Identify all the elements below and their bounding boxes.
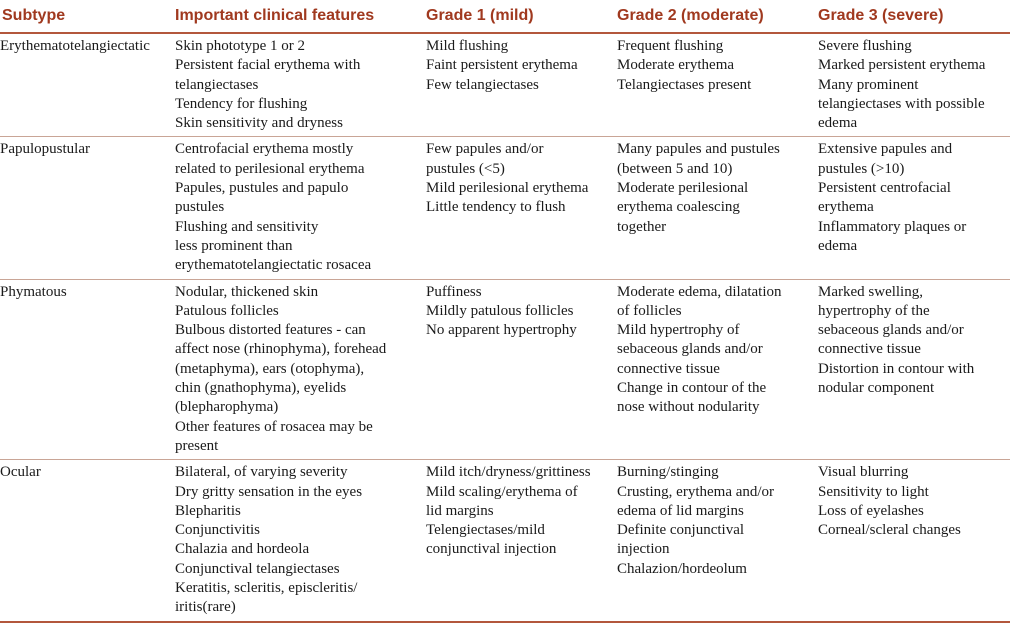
cell-line: Loss of eyelashes — [818, 502, 924, 519]
cell-line: Nodular, thickened skin — [175, 283, 319, 300]
cell-line: Visual blurring — [818, 464, 909, 481]
cell-line: Bilateral, of varying severity — [175, 464, 348, 481]
cell-line: Few papules and/or — [426, 141, 544, 158]
cell-subtype: Phymatous — [0, 279, 175, 460]
cell-grade-1 — [426, 279, 617, 460]
cell-line: Keratitis, scleritis, episcleritis/ — [175, 580, 358, 597]
header-clinical-features: Important clinical features — [175, 0, 426, 33]
cell-line: Puffiness — [426, 283, 482, 300]
cell-line: Inflammatory plaques or — [818, 218, 967, 235]
cell-line: telangiectases with possible — [818, 95, 985, 112]
cell-clinical-features — [175, 33, 426, 137]
table-row — [0, 279, 1010, 460]
cell-grade-3 — [818, 460, 1010, 622]
cell-line: Chalazion/hordeolum — [617, 560, 747, 577]
cell-subtype: Erythematotelangiectatic — [0, 33, 175, 137]
cell-line: pustules — [175, 199, 225, 216]
cell-line: edema of lid margins — [617, 502, 744, 519]
cell-clinical-features — [175, 279, 426, 460]
cell-line: of follicles — [617, 302, 682, 319]
cell-line: Telengiectases/mild — [426, 522, 545, 539]
cell-line: Many prominent — [818, 76, 919, 93]
cell-line: erythema — [818, 199, 874, 216]
cell-line: Little tendency to flush — [426, 199, 566, 216]
cell-line: less prominent than — [175, 237, 293, 254]
cell-line: Skin sensitivity and dryness — [175, 115, 343, 132]
cell-line: Mild flushing — [426, 38, 509, 54]
cell-line: sebaceous glands and/or — [818, 322, 964, 339]
cell-line: edema — [818, 237, 858, 254]
cell-line: (metaphyma), ears (otophyma), — [175, 360, 365, 377]
cell-line: Many papules and pustules — [617, 141, 780, 158]
cell-line: Flushing and sensitivity — [175, 218, 319, 235]
header-subtype: Subtype — [0, 0, 175, 33]
header-grade-3: Grade 3 (severe) — [818, 0, 1010, 33]
cell-line: Burning/stinging — [617, 464, 719, 481]
cell-line: Chalazia and hordeola — [175, 541, 310, 558]
cell-line: pustules (<5) — [426, 160, 505, 177]
cell-line: Skin phototype 1 or 2 — [175, 38, 305, 54]
cell-line: Mild scaling/erythema of — [426, 483, 578, 500]
cell-line: Frequent flushing — [617, 38, 724, 54]
cell-subtype: Ocular — [0, 460, 175, 622]
cell-line: erythematotelangiectatic rosacea — [175, 257, 372, 274]
cell-line: Blepharitis — [175, 502, 241, 519]
header-grade-1: Grade 1 (mild) — [426, 0, 617, 33]
cell-line: sebaceous glands and/or — [617, 341, 763, 358]
cell-grade-1 — [426, 460, 617, 622]
cell-line: related to perilesional erythema — [175, 160, 365, 177]
cell-line: Dry gritty sensation in the eyes — [175, 483, 363, 500]
cell-line: Marked persistent erythema — [818, 57, 986, 74]
cell-line: Other features of rosacea may be — [175, 418, 373, 435]
cell-line: No apparent hypertrophy — [426, 322, 577, 339]
cell-line: Moderate erythema — [617, 57, 735, 74]
cell-clinical-features — [175, 137, 426, 279]
cell-line: Persistent facial erythema with — [175, 57, 361, 74]
cell-line: hypertrophy of the — [818, 302, 930, 319]
cell-line: Marked swelling, — [818, 283, 923, 300]
cell-grade-3 — [818, 33, 1010, 137]
cell-line: Sensitivity to light — [818, 483, 929, 500]
cell-line: nose without nodularity — [617, 399, 760, 416]
cell-line: lid margins — [426, 502, 494, 519]
cell-grade-2 — [617, 279, 818, 460]
cell-line: chin (gnathophyma), eyelids — [175, 380, 347, 397]
cell-grade-2 — [617, 33, 818, 137]
cell-line: Distortion in contour with — [818, 360, 975, 377]
cell-line: telangiectases — [175, 76, 259, 93]
table-row — [0, 137, 1010, 279]
cell-clinical-features — [175, 460, 426, 622]
header-row — [0, 0, 1010, 33]
table-body — [0, 33, 1010, 622]
table-row — [0, 33, 1010, 137]
cell-line: Conjunctival telangiectases — [175, 560, 340, 577]
cell-line: Bulbous distorted features - can — [175, 322, 366, 339]
cell-line: Papules, pustules and papulo — [175, 180, 349, 197]
header-grade-2: Grade 2 (moderate) — [617, 0, 818, 33]
cell-line: (blepharophyma) — [175, 399, 279, 416]
cell-line: erythema coalescing — [617, 199, 740, 216]
cell-grade-3 — [818, 137, 1010, 279]
cell-line: Mildly patulous follicles — [426, 302, 574, 319]
cell-line: connective tissue — [818, 341, 921, 358]
cell-line: Patulous follicles — [175, 302, 279, 319]
cell-line: Moderate perilesional — [617, 180, 749, 197]
cell-line: present — [175, 437, 219, 454]
cell-line: together — [617, 218, 667, 235]
cell-line: Few telangiectases — [426, 76, 539, 93]
cell-line: Tendency for flushing — [175, 95, 308, 112]
table-header — [0, 0, 1010, 33]
cell-line: Mild hypertrophy of — [617, 322, 740, 339]
cell-grade-1 — [426, 33, 617, 137]
cell-line: pustules (>10) — [818, 160, 905, 177]
cell-line: Mild itch/dryness/grittiness — [426, 464, 591, 481]
cell-line: nodular component — [818, 380, 935, 397]
cell-line: Extensive papules and — [818, 141, 953, 158]
cell-line: Definite conjunctival — [617, 522, 745, 539]
cell-line: Severe flushing — [818, 38, 912, 54]
cell-line: Conjunctivitis — [175, 522, 261, 539]
cell-subtype: Papulopustular — [0, 137, 175, 279]
cell-line: edema — [818, 115, 858, 132]
cell-line: Persistent centrofacial — [818, 180, 951, 197]
cell-grade-2 — [617, 137, 818, 279]
cell-line: Moderate edema, dilatation — [617, 283, 782, 300]
cell-line: Corneal/scleral changes — [818, 522, 961, 539]
cell-line: (between 5 and 10) — [617, 160, 733, 177]
cell-grade-3 — [818, 279, 1010, 460]
cell-line: Mild perilesional erythema — [426, 180, 589, 197]
cell-grade-1 — [426, 137, 617, 279]
cell-line: Telangiectases present — [617, 76, 752, 93]
cell-line: Faint persistent erythema — [426, 57, 578, 74]
cell-line: Change in contour of the — [617, 380, 767, 397]
cell-line: Crusting, erythema and/or — [617, 483, 775, 500]
table-row — [0, 460, 1010, 622]
cell-line: Centrofacial erythema mostly — [175, 141, 354, 158]
cell-line: affect nose (rhinophyma), forehead — [175, 341, 387, 358]
cell-line: conjunctival injection — [426, 541, 557, 558]
cell-line: connective tissue — [617, 360, 720, 377]
cell-line: iritis(rare) — [175, 599, 236, 616]
cell-grade-2 — [617, 460, 818, 622]
cell-line: injection — [617, 541, 670, 558]
